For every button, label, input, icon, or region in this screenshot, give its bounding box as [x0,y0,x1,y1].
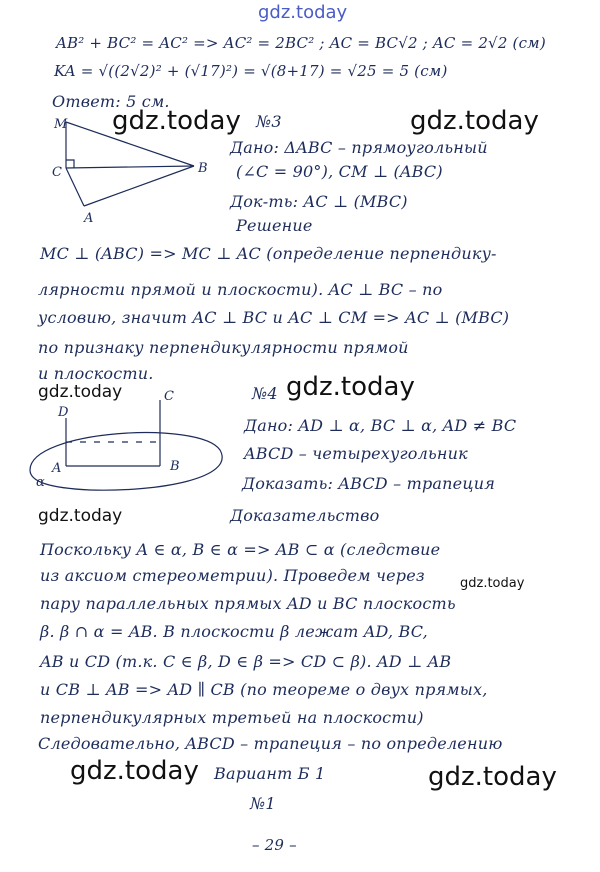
label-B-4: B [170,459,180,474]
watermark-top: gdz.today [258,2,348,23]
label-alpha: α [36,475,45,490]
text-line-3: Ответ: 5 см. [52,92,170,111]
watermark-5: gdz.today [38,506,123,526]
text-line-sol-1: MC ⊥ (ABC) => MC ⊥ AC (определение перпендику- [40,244,497,263]
text-line-prove-4: Доказать: ABCD – трапеция [242,474,495,493]
text-line-proof-5: AB и CD (т.к. C ∈ β, D ∈ β => CD ⊂ β). AD ⊥ AB [40,652,452,671]
watermark-4: gdz.today [286,372,415,402]
text-line-proof-6: и CB ⊥ AB => AD ∥ CB (по теореме о двух прямых, [40,680,488,699]
watermark-6: gdz.today [460,576,525,591]
text-line-proof-2: из аксиом стереометрии). Проведем через [40,566,425,585]
text-line-proof-4: β. β ∩ α = AB. В плоскости β лежат AD, BC, [40,622,428,641]
text-line-1: AB² + BC² = AC² => AC² = 2BC² ; AC = BC√2 ; AC = 2√2 (см) [56,34,546,52]
label-A: A [84,211,94,226]
watermark-1: gdz.today [112,106,241,136]
text-line-sol-3: условию, значит AC ⊥ BC и AC ⊥ CM => AC ⊥ (MBC) [38,308,510,327]
label-B: B [198,161,208,176]
text-line-proof-title: Доказательство [230,506,380,525]
text-line-prove-3: Док-ть: AC ⊥ (MBC) [230,192,408,211]
page-number: – 29 – [252,836,297,854]
text-line-given-3a: Дано: ΔABC – прямоугольный [230,138,488,157]
text-line-variant: Вариант Б 1 [214,764,326,783]
label-C: C [52,165,62,180]
text-line-proof-7: перпендикулярных третьей на плоскости) [40,708,424,727]
label-C-4: C [164,389,174,404]
text-line-given-4a: Дано: AD ⊥ α, BC ⊥ α, AD ≠ BC [244,416,517,435]
label-D: D [58,405,69,420]
watermark-8: gdz.today [428,762,557,792]
text-line-task-1: №1 [250,794,276,813]
text-line-proof-1: Поскольку A ∈ α, B ∈ α => AB ⊂ α (следствие [40,540,441,559]
text-line-proof-8: Следовательно, ABCD – трапеция – по определению [38,734,503,753]
text-line-sol-4: по признаку перпендикулярности прямой [38,338,409,357]
label-A-4: A [52,461,62,476]
watermark-2: gdz.today [410,106,539,136]
text-line-sol-5: и плоскости. [38,364,154,383]
text-line-given-4b: ABCD – четырехугольник [244,444,468,463]
text-line-solution-title: Решение [236,216,313,235]
text-line-sol-2: лярности прямой и плоскости). AC ⊥ BC – по [38,280,443,299]
problem-4-number: №4 [252,384,278,403]
label-M: M [54,117,68,132]
watermark-3: gdz.today [38,382,123,402]
watermark-7: gdz.today [70,756,199,786]
text-line-proof-3: пару параллельных прямых AD и BC плоскость [40,594,456,613]
text-line-given-3b: (∠C = 90°), CM ⊥ (ABC) [236,162,443,181]
text-line-2: KA = √((2√2)² + (√17)²) = √(8+17) = √25 = 5 (см) [54,62,448,80]
problem-3-number: №3 [256,112,282,131]
